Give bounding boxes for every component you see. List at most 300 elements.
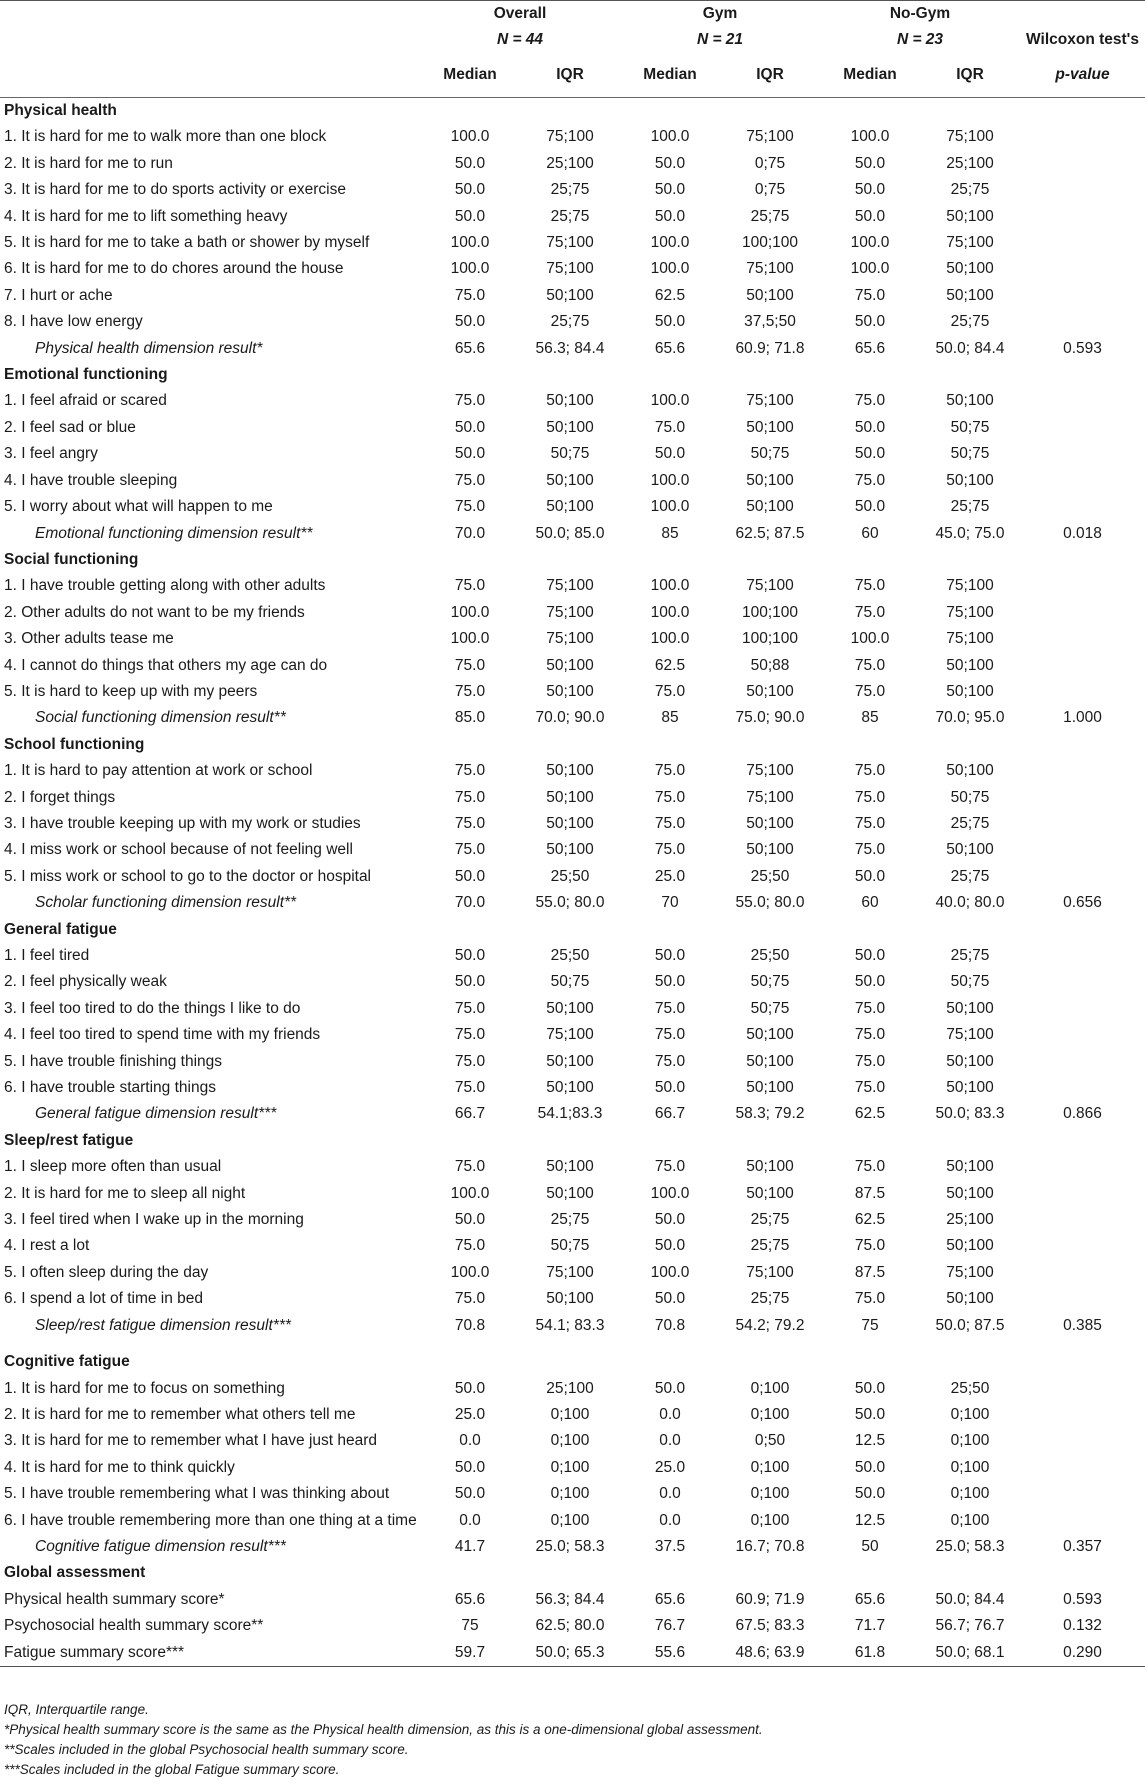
item-row: [0, 1481, 1145, 1507]
row-label: 2. I forget things: [4, 788, 116, 806]
cell-gym-median: 50.0: [654, 181, 686, 199]
cell-gym-iqr: 0;100: [750, 1485, 790, 1503]
cell-pvalue: [1020, 1233, 1145, 1259]
cell-nogym-iqr: 50;100: [946, 656, 994, 674]
cell-nogym-iqr: 40.0; 80.0: [935, 894, 1005, 912]
cell-gym-median: 50.0: [654, 1211, 686, 1229]
cell-gym-iqr: 75;100: [746, 762, 794, 780]
cell-gym-iqr: 75.0; 90.0: [735, 709, 805, 727]
item-row: [0, 1640, 1145, 1667]
row-label: 1. I feel afraid or scared: [4, 392, 167, 410]
row-label: 3. I feel angry: [4, 445, 98, 463]
item-row: [0, 1402, 1145, 1428]
cell-gym-iqr: 37,5;50: [744, 313, 796, 331]
cell-gym-iqr: 50;75: [750, 445, 790, 463]
cell-nogym-median: 75.0: [854, 999, 886, 1017]
cell-overall-iqr: 50;100: [546, 1052, 594, 1070]
cell-nogym-median: 50.0: [854, 973, 886, 991]
cell-nogym-iqr: 50;100: [946, 260, 994, 278]
cell-gym-median: 75.0: [654, 841, 686, 859]
row-label: 3. I feel too tired to do the things I like to do: [4, 999, 301, 1017]
header-group-nogym: No-Gym: [889, 5, 951, 22]
cell-gym-iqr: 50;75: [750, 973, 790, 991]
cell-overall-median: 75.0: [454, 788, 486, 806]
dimension-result-row: [0, 1534, 1145, 1560]
cell-pvalue: [1020, 837, 1145, 863]
row-label: 5. I have trouble remembering what I was thinking about: [4, 1485, 390, 1503]
cell-nogym-median: 75.0: [854, 841, 886, 859]
cell-nogym-median: 60: [861, 894, 879, 912]
cell-overall-iqr: 25;75: [550, 313, 590, 331]
section-title: Global assessment: [4, 1564, 146, 1582]
cell-gym-median: 100.0: [650, 630, 690, 648]
cell-gym-iqr: 50;100: [746, 814, 794, 832]
item-row: [0, 1376, 1145, 1402]
cell-overall-median: 75.0: [454, 1290, 486, 1308]
cell-overall-median: 50.0: [454, 445, 486, 463]
cell-pvalue: [1020, 1402, 1145, 1428]
cell-overall-iqr: 50;100: [546, 1158, 594, 1176]
cell-nogym-iqr: 50;75: [950, 418, 990, 436]
row-label: 6. I have trouble remembering more than one thing at a time: [4, 1511, 417, 1529]
section-title: Sleep/rest fatigue: [4, 1131, 134, 1149]
cell-pvalue: [1020, 1376, 1145, 1402]
cell-gym-median: 65.6: [654, 339, 686, 357]
cell-nogym-iqr: 45.0; 75.0: [935, 524, 1005, 542]
cell-overall-iqr: 50;100: [546, 999, 594, 1017]
item-row: [0, 415, 1145, 441]
cell-gym-median: 85: [661, 709, 679, 727]
cell-overall-median: 41.7: [454, 1537, 486, 1555]
cell-overall-median: 70.8: [454, 1316, 486, 1334]
cell-nogym-median: 50.0: [854, 498, 886, 516]
cell-nogym-iqr: 50;100: [946, 999, 994, 1017]
cell-overall-median: 75.0: [454, 498, 486, 516]
cell-overall-iqr: 75;100: [546, 234, 594, 252]
cell-gym-iqr: 75;100: [746, 577, 794, 595]
cell-nogym-iqr: 50;75: [950, 788, 990, 806]
cell-overall-iqr: 50;100: [546, 1184, 594, 1202]
section-title: Emotional functioning: [4, 366, 168, 384]
cell-overall-iqr: 54.1;83.3: [537, 1105, 603, 1123]
header-n-nogym: N = 23: [820, 27, 1020, 53]
section-row: [0, 1128, 1145, 1154]
cell-overall-iqr: 0;100: [550, 1432, 590, 1450]
row-label: 4. It is hard for me to lift something heavy: [4, 207, 288, 225]
cell-overall-iqr: 25;75: [550, 207, 590, 225]
cell-pvalue: [1020, 441, 1145, 467]
row-label: 8. I have low energy: [4, 313, 143, 331]
cell-nogym-iqr: 50;100: [946, 1184, 994, 1202]
cell-overall-iqr: 50;75: [550, 1237, 590, 1255]
cell-gym-median: 50.0: [654, 973, 686, 991]
cell-nogym-median: 100.0: [850, 260, 890, 278]
row-label: 4. I miss work or school because of not feeling well: [4, 841, 353, 859]
cell-nogym-median: 75.0: [854, 1079, 886, 1097]
cell-nogym-iqr: 50;100: [946, 286, 994, 304]
cell-nogym-iqr: 50.0; 87.5: [935, 1316, 1005, 1334]
item-row: [0, 1181, 1145, 1207]
cell-overall-iqr: 25;50: [550, 947, 590, 964]
cell-gym-median: 75.0: [654, 1026, 686, 1044]
row-label: Psychosocial health summary score**: [4, 1617, 264, 1635]
cell-nogym-iqr: 75;100: [946, 1026, 994, 1044]
item-row: [0, 309, 1145, 335]
cell-nogym-median: 50.0: [854, 1405, 886, 1423]
cell-nogym-median: 75.0: [854, 286, 886, 304]
footnote-2: **Scales included in the global Psychosocial health summary score.: [4, 1742, 409, 1757]
row-label: Social functioning dimension result**: [35, 709, 286, 727]
cell-gym-median: 75.0: [654, 999, 686, 1017]
row-label: 2. Other adults do not want to be my friends: [4, 603, 305, 621]
cell-nogym-iqr: 25;75: [950, 313, 990, 331]
cell-gym-median: 75.0: [654, 762, 686, 780]
cell-nogym-median: 65.6: [854, 339, 886, 357]
cell-gym-median: 100.0: [650, 498, 690, 516]
cell-overall-median: 100.0: [450, 1263, 490, 1281]
item-row: [0, 1587, 1145, 1613]
cell-gym-median: 50.0: [654, 154, 686, 172]
cell-gym-median: 75.0: [654, 814, 686, 832]
cell-gym-median: 0.0: [659, 1432, 681, 1450]
item-row: [0, 256, 1145, 282]
cell-overall-iqr: 50;100: [546, 1290, 594, 1308]
cell-gym-iqr: 54.2; 79.2: [735, 1316, 805, 1334]
header-n-overall: N = 44: [420, 27, 620, 53]
cell-gym-median: 100.0: [650, 234, 690, 252]
cell-overall-median: 50.0: [454, 313, 486, 331]
cell-nogym-median: 75.0: [854, 656, 886, 674]
cell-overall-median: 75.0: [454, 682, 486, 700]
cell-pvalue: [1020, 969, 1145, 995]
cell-gym-median: 85: [661, 524, 679, 542]
cell-gym-iqr: 50;100: [746, 418, 794, 436]
cell-pvalue: [1020, 1207, 1145, 1233]
cell-nogym-median: 60: [861, 524, 879, 542]
cell-pvalue: [1020, 864, 1145, 890]
row-label: 3. I have trouble keeping up with my work or studies: [4, 814, 361, 832]
cell-overall-iqr: 75;100: [546, 128, 594, 146]
cell-nogym-median: 75.0: [854, 471, 886, 489]
item-row: [0, 468, 1145, 494]
cell-gym-iqr: 60.9; 71.9: [735, 1590, 805, 1608]
cell-overall-median: 100.0: [450, 128, 490, 146]
cell-gym-iqr: 50;100: [746, 1158, 794, 1176]
cell-overall-median: 75.0: [454, 1158, 486, 1176]
cell-overall-iqr: 25;100: [546, 1379, 594, 1397]
cell-gym-median: 50.0: [654, 207, 686, 225]
cell-pvalue: [1020, 996, 1145, 1022]
cell-overall-median: 59.7: [454, 1643, 486, 1661]
cell-gym-median: 100.0: [650, 260, 690, 278]
cell-overall-median: 0.0: [459, 1432, 481, 1450]
header-empty: [0, 1, 420, 28]
cell-pvalue: [1020, 679, 1145, 705]
footnote-1: *Physical health summary score is the same as the Physical health dimension, as this is a one-dimensional global assessment.: [4, 1722, 763, 1737]
cell-nogym-iqr: 25;100: [946, 1211, 994, 1229]
cell-gym-iqr: 50;100: [746, 1026, 794, 1044]
cell-pvalue: 0.132: [1063, 1617, 1102, 1635]
row-label: 3. Other adults tease me: [4, 630, 174, 648]
cell-nogym-iqr: 50.0; 84.4: [935, 1590, 1005, 1608]
cell-pvalue: [1020, 388, 1145, 414]
cell-pvalue: [1020, 1286, 1145, 1312]
item-row: [0, 1455, 1145, 1481]
cell-gym-median: 25.0: [654, 867, 686, 885]
cell-pvalue: [1020, 758, 1145, 784]
cell-gym-iqr: 55.0; 80.0: [735, 894, 805, 912]
section-row: [0, 547, 1145, 573]
item-row: [0, 1286, 1145, 1312]
cell-nogym-iqr: 50;100: [946, 207, 994, 225]
row-label: 1. It is hard for me to focus on something: [4, 1379, 285, 1397]
row-label: 4. I rest a lot: [4, 1237, 90, 1255]
item-row: [0, 1613, 1145, 1639]
cell-pvalue: [1020, 573, 1145, 599]
item-row: [0, 124, 1145, 150]
row-label: 5. I miss work or school to go to the doctor or hospital: [4, 867, 372, 885]
cell-gym-median: 50.0: [654, 313, 686, 331]
row-label: 3. It is hard for me to remember what I have just heard: [4, 1432, 378, 1450]
item-row: [0, 653, 1145, 679]
cell-pvalue: [1020, 600, 1145, 626]
cell-overall-iqr: 50;100: [546, 392, 594, 410]
row-label: 5. I often sleep during the day: [4, 1263, 209, 1281]
section-row: [0, 732, 1145, 758]
row-label: 1. It is hard to pay attention at work or school: [4, 762, 313, 780]
cell-overall-iqr: 25;75: [550, 1211, 590, 1229]
footnote-iqr: IQR, Interquartile range.: [4, 1702, 149, 1717]
cell-overall-median: 75.0: [454, 471, 486, 489]
item-row: [0, 943, 1145, 969]
cell-nogym-median: 75.0: [854, 762, 886, 780]
cell-nogym-median: 50: [861, 1537, 879, 1555]
cell-nogym-median: 50.0: [854, 867, 886, 885]
cell-gym-median: 25.0: [654, 1458, 686, 1476]
row-label: Emotional functioning dimension result**: [35, 524, 313, 542]
item-row: [0, 388, 1145, 414]
cell-nogym-iqr: 50;100: [946, 471, 994, 489]
cell-nogym-median: 50.0: [854, 947, 886, 964]
cell-gym-iqr: 48.6; 63.9: [735, 1643, 805, 1661]
cell-overall-iqr: 50;100: [546, 841, 594, 859]
cell-overall-median: 100.0: [450, 234, 490, 252]
cell-gym-iqr: 25;75: [750, 1237, 790, 1255]
row-label: 3. It is hard for me to do sports activity or exercise: [4, 181, 346, 199]
cell-gym-iqr: 50;100: [746, 471, 794, 489]
cell-gym-iqr: 0;100: [750, 1379, 790, 1397]
item-row: [0, 679, 1145, 705]
cell-pvalue: [1020, 124, 1145, 150]
cell-pvalue: [1020, 1455, 1145, 1481]
item-row: [0, 1022, 1145, 1048]
cell-gym-median: 70: [661, 894, 679, 912]
item-row: [0, 864, 1145, 890]
header-iqr-nogym: IQR: [956, 66, 984, 83]
cell-nogym-median: 50.0: [854, 1458, 886, 1476]
header-iqr-overall: IQR: [556, 66, 584, 83]
cell-nogym-iqr: 50.0; 68.1: [935, 1643, 1005, 1661]
cell-nogym-median: 65.6: [854, 1590, 886, 1608]
cell-nogym-iqr: 75;100: [946, 128, 994, 146]
cell-nogym-iqr: 50;100: [946, 841, 994, 859]
cell-overall-median: 50.0: [454, 1485, 486, 1503]
cell-gym-iqr: 0;100: [750, 1458, 790, 1476]
cell-gym-median: 62.5: [654, 286, 686, 304]
section-row: [0, 98, 1145, 125]
item-row: [0, 996, 1145, 1022]
spacer-cell: [0, 1339, 1145, 1349]
row-label: 6. I spend a lot of time in bed: [4, 1290, 204, 1308]
row-label: 1. I sleep more often than usual: [4, 1158, 222, 1176]
cell-gym-median: 62.5: [654, 656, 686, 674]
cell-gym-median: 0.0: [659, 1511, 681, 1529]
item-row: [0, 151, 1145, 177]
cell-nogym-iqr: 0;100: [950, 1511, 990, 1529]
row-label: 3. I feel tired when I wake up in the morning: [4, 1211, 304, 1229]
cell-nogym-median: 75.0: [854, 392, 886, 410]
cell-gym-median: 100.0: [650, 1184, 690, 1202]
cell-nogym-iqr: 25;100: [946, 154, 994, 172]
header-iqr-gym: IQR: [756, 66, 784, 83]
item-row: [0, 1154, 1145, 1180]
row-label: Fatigue summary score***: [4, 1643, 185, 1661]
header-empty-3: [0, 53, 420, 98]
cell-gym-median: 70.8: [654, 1316, 686, 1334]
cell-pvalue: [1020, 230, 1145, 256]
cell-nogym-median: 50.0: [854, 154, 886, 172]
cell-gym-iqr: 75;100: [746, 1263, 794, 1281]
cell-gym-iqr: 50;100: [746, 1184, 794, 1202]
cell-pvalue: [1020, 283, 1145, 309]
cell-overall-median: 50.0: [454, 181, 486, 199]
cell-gym-median: 100.0: [650, 392, 690, 410]
cell-gym-iqr: 100;100: [741, 603, 799, 621]
cell-gym-iqr: 50;100: [746, 682, 794, 700]
row-label: General fatigue dimension result***: [35, 1105, 277, 1123]
dimension-result-row: [0, 1101, 1145, 1127]
cell-overall-median: 75.0: [454, 1237, 486, 1255]
cell-gym-median: 66.7: [654, 1105, 686, 1123]
cell-pvalue: [1020, 177, 1145, 203]
header-group-overall: Overall: [493, 5, 547, 22]
cell-gym-median: 37.5: [654, 1537, 686, 1555]
cell-overall-median: 25.0: [454, 1405, 486, 1423]
row-label: 4. I cannot do things that others my age can do: [4, 656, 328, 674]
cell-pvalue: [1020, 256, 1145, 282]
row-label: 5. It is hard to keep up with my peers: [4, 682, 258, 700]
row-label: Cognitive fatigue dimension result***: [35, 1537, 286, 1555]
cell-nogym-median: 75.0: [854, 1290, 886, 1308]
cell-overall-median: 50.0: [454, 1379, 486, 1397]
item-row: [0, 494, 1145, 520]
cell-gym-median: 50.0: [654, 1237, 686, 1255]
cell-overall-median: 75.0: [454, 814, 486, 832]
cell-overall-median: 70.0: [454, 524, 486, 542]
cell-nogym-iqr: 70.0; 95.0: [935, 709, 1005, 727]
row-label: 2. It is hard for me to sleep all night: [4, 1184, 246, 1202]
section-row: [0, 917, 1145, 943]
item-row: [0, 785, 1145, 811]
cell-nogym-iqr: 50;100: [946, 1237, 994, 1255]
section-title: School functioning: [4, 735, 145, 753]
row-label: 4. It is hard for me to think quickly: [4, 1458, 235, 1476]
cell-nogym-iqr: 25;75: [950, 498, 990, 516]
cell-overall-iqr: 75;100: [546, 260, 594, 278]
cell-overall-median: 50.0: [454, 867, 486, 885]
cell-overall-iqr: 75;100: [546, 1026, 594, 1044]
cell-gym-iqr: 0;75: [754, 154, 786, 172]
cell-overall-iqr: 50;100: [546, 286, 594, 304]
row-label: Sleep/rest fatigue dimension result***: [35, 1316, 291, 1334]
cell-nogym-iqr: 25;50: [950, 1379, 990, 1397]
cell-overall-median: 75.0: [454, 286, 486, 304]
cell-overall-iqr: 0;100: [550, 1485, 590, 1503]
cell-gym-median: 75.0: [654, 1158, 686, 1176]
cell-gym-iqr: 50;100: [746, 286, 794, 304]
cell-nogym-median: 75: [861, 1316, 879, 1334]
item-row: [0, 600, 1145, 626]
row-label: 1. I have trouble getting along with other adults: [4, 577, 326, 595]
cell-gym-iqr: 58.3; 79.2: [735, 1105, 805, 1123]
cell-overall-median: 75.0: [454, 1079, 486, 1097]
cell-nogym-iqr: 50.0; 84.4: [935, 339, 1005, 357]
cell-pvalue: 0.656: [1063, 894, 1102, 912]
cell-nogym-iqr: 75;100: [946, 577, 994, 595]
cell-nogym-iqr: 25;75: [950, 814, 990, 832]
cell-overall-median: 75.0: [454, 1026, 486, 1044]
cell-pvalue: [1020, 1181, 1145, 1207]
cell-nogym-median: 50.0: [854, 1379, 886, 1397]
cell-nogym-median: 75.0: [854, 788, 886, 806]
cell-pvalue: [1020, 204, 1145, 230]
cell-nogym-median: 87.5: [854, 1184, 886, 1202]
cell-pvalue: [1020, 943, 1145, 969]
row-label: 5. I worry about what will happen to me: [4, 498, 273, 516]
cell-overall-iqr: 50;100: [546, 418, 594, 436]
spacer-row: [0, 1339, 1145, 1349]
item-row: [0, 1075, 1145, 1101]
cell-overall-median: 50.0: [454, 1458, 486, 1476]
cell-gym-median: 50.0: [654, 1379, 686, 1397]
cell-overall-iqr: 54.1; 83.3: [535, 1316, 605, 1334]
item-row: [0, 969, 1145, 995]
cell-pvalue: 0.290: [1063, 1643, 1102, 1661]
cell-gym-median: 50.0: [654, 445, 686, 463]
item-row: [0, 204, 1145, 230]
cell-nogym-median: 12.5: [854, 1432, 886, 1450]
cell-pvalue: 0.385: [1063, 1316, 1102, 1334]
cell-overall-median: 100.0: [450, 1184, 490, 1202]
cell-nogym-iqr: 50;100: [946, 682, 994, 700]
row-label: Physical health summary score*: [4, 1590, 225, 1608]
cell-nogym-median: 62.5: [854, 1105, 886, 1123]
cell-gym-iqr: 75;100: [746, 128, 794, 146]
cell-gym-iqr: 50;75: [750, 999, 790, 1017]
cell-gym-median: 50.0: [654, 947, 686, 964]
header-median-gym: Median: [643, 66, 697, 83]
row-label: 6. It is hard for me to do chores around the house: [4, 260, 344, 278]
dimension-result-row: [0, 705, 1145, 731]
cell-nogym-median: 50.0: [854, 313, 886, 331]
item-row: [0, 626, 1145, 652]
cell-overall-median: 65.6: [454, 1590, 486, 1608]
cell-nogym-median: 75.0: [854, 1052, 886, 1070]
section-title: Cognitive fatigue: [4, 1353, 130, 1371]
cell-pvalue: [1020, 1075, 1145, 1101]
header-n-gym: N = 21: [620, 27, 820, 53]
cell-overall-median: 66.7: [454, 1105, 486, 1123]
